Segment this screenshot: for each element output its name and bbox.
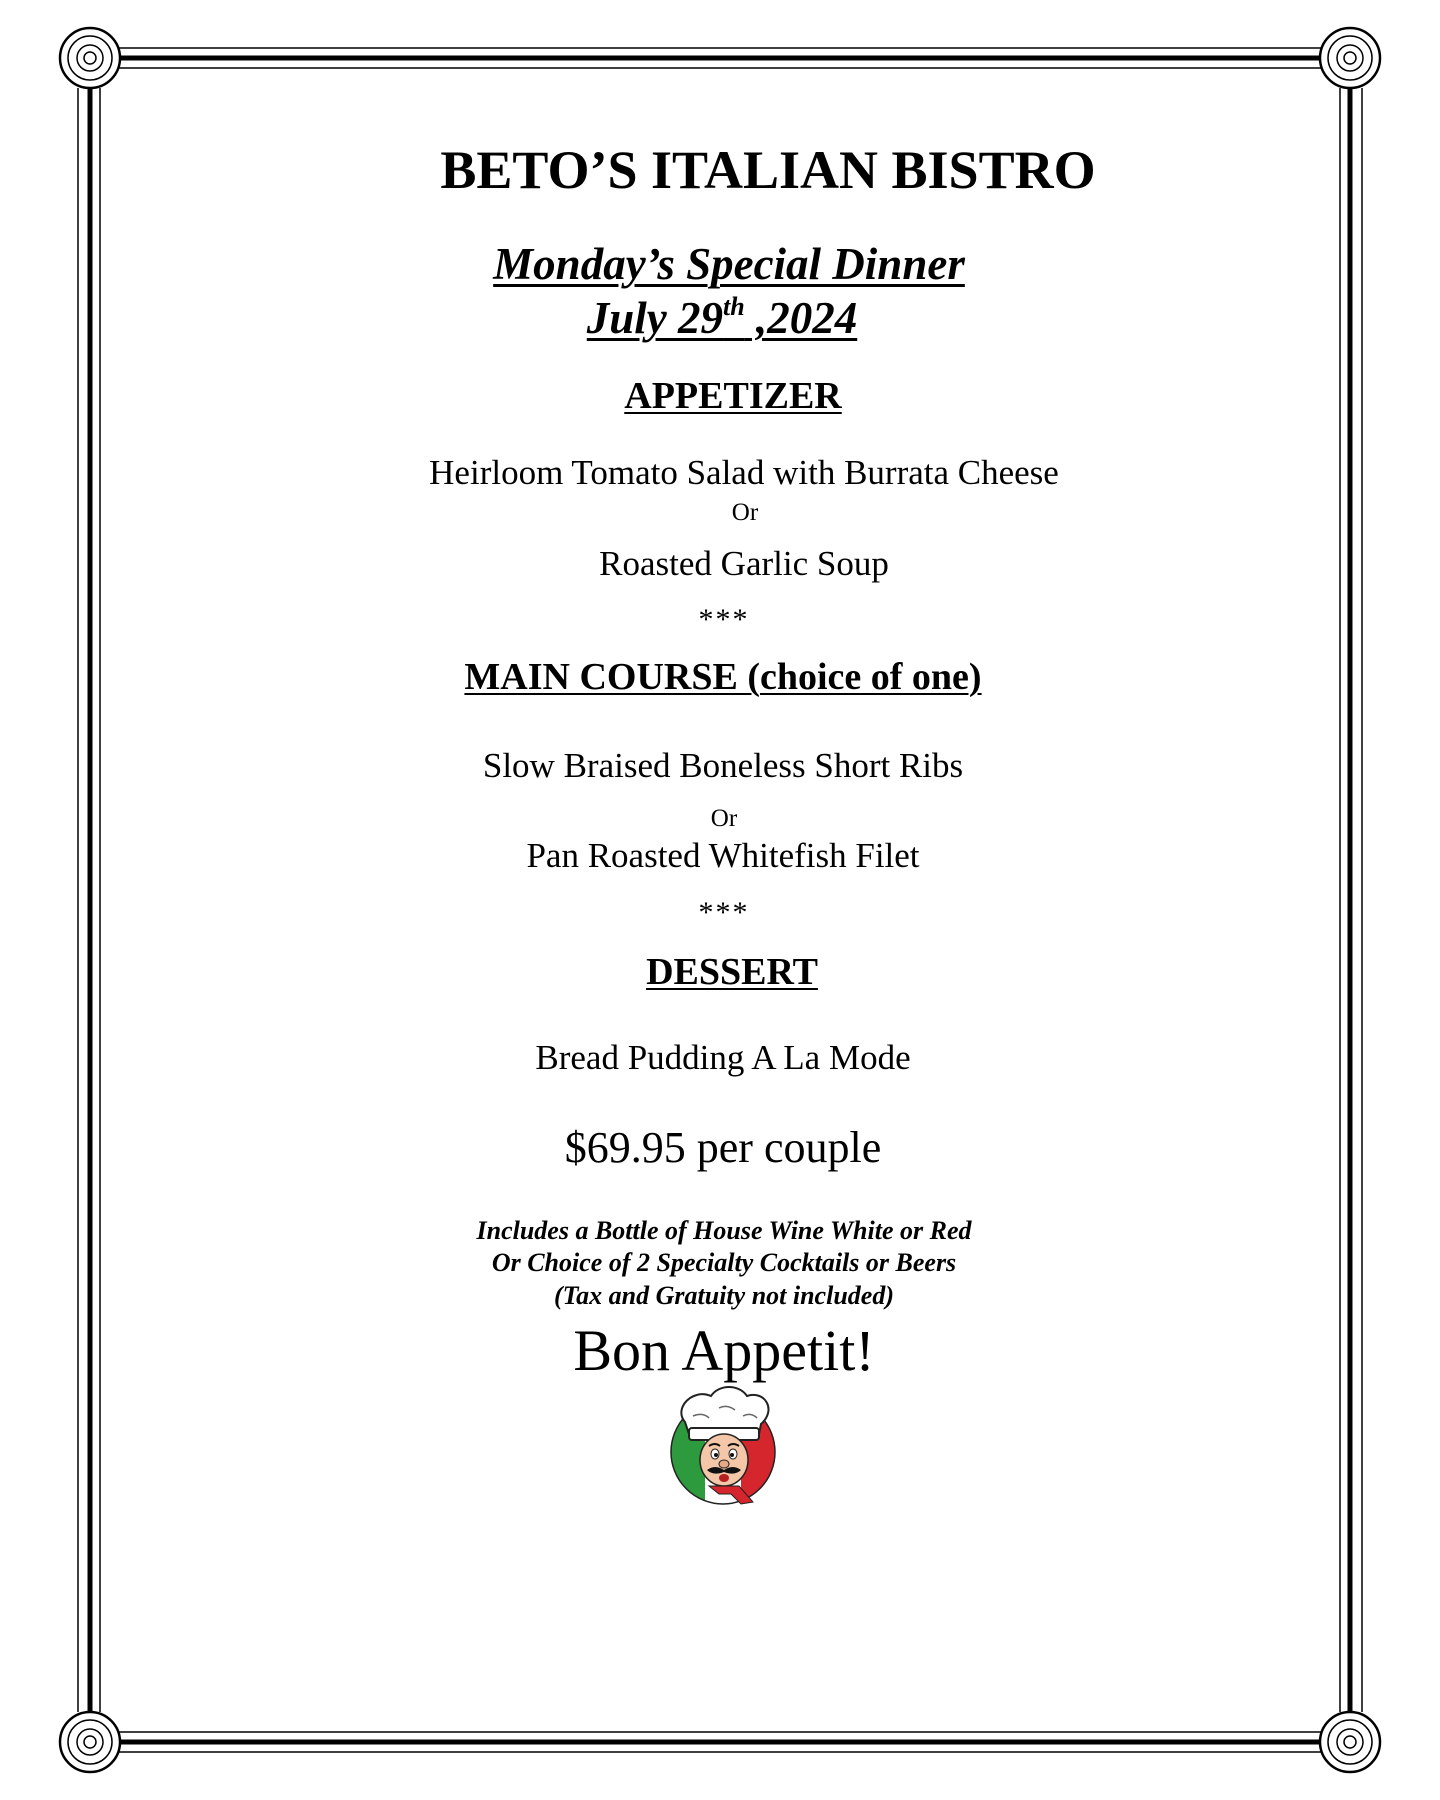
includes-line-1: Includes a Bottle of House Wine White or Red	[476, 1216, 972, 1245]
date-ordinal: th	[723, 292, 745, 321]
main-course-option-1: Slow Braised Boneless Short Ribs	[482, 746, 964, 785]
section-divider-1: ***	[698, 603, 750, 636]
appetizer-or: Or	[731, 499, 759, 526]
chef-icon	[663, 1382, 783, 1510]
dessert-option-1: Bread Pudding A La Mode	[535, 1038, 911, 1077]
section-divider-2: ***	[698, 896, 750, 929]
menu-date	[586, 292, 858, 343]
main-course-heading: MAIN COURSE (choice of one)	[464, 656, 982, 698]
restaurant-name: BETO’S ITALIAN BISTRO	[440, 140, 1096, 200]
appetizer-heading: APPETIZER	[624, 375, 842, 417]
closing-greeting: Bon Appetit!	[573, 1318, 875, 1383]
appetizer-option-2: Roasted Garlic Soup	[599, 544, 889, 583]
date-day: July 29	[586, 293, 724, 343]
includes-line-3: (Tax and Gratuity not included)	[554, 1281, 894, 1310]
main-course-or: Or	[710, 805, 738, 832]
date-year: ,2024	[744, 293, 858, 343]
price: $69.95 per couple	[564, 1123, 882, 1172]
dessert-heading: DESSERT	[646, 951, 818, 993]
includes-line-2: Or Choice of 2 Specialty Cocktails or Beers	[491, 1248, 957, 1277]
appetizer-option-1: Heirloom Tomato Salad with Burrata Cheese	[429, 453, 1059, 492]
main-course-option-2: Pan Roasted Whitefish Filet	[526, 836, 920, 875]
special-title: Monday’s Special Dinner	[493, 239, 965, 289]
